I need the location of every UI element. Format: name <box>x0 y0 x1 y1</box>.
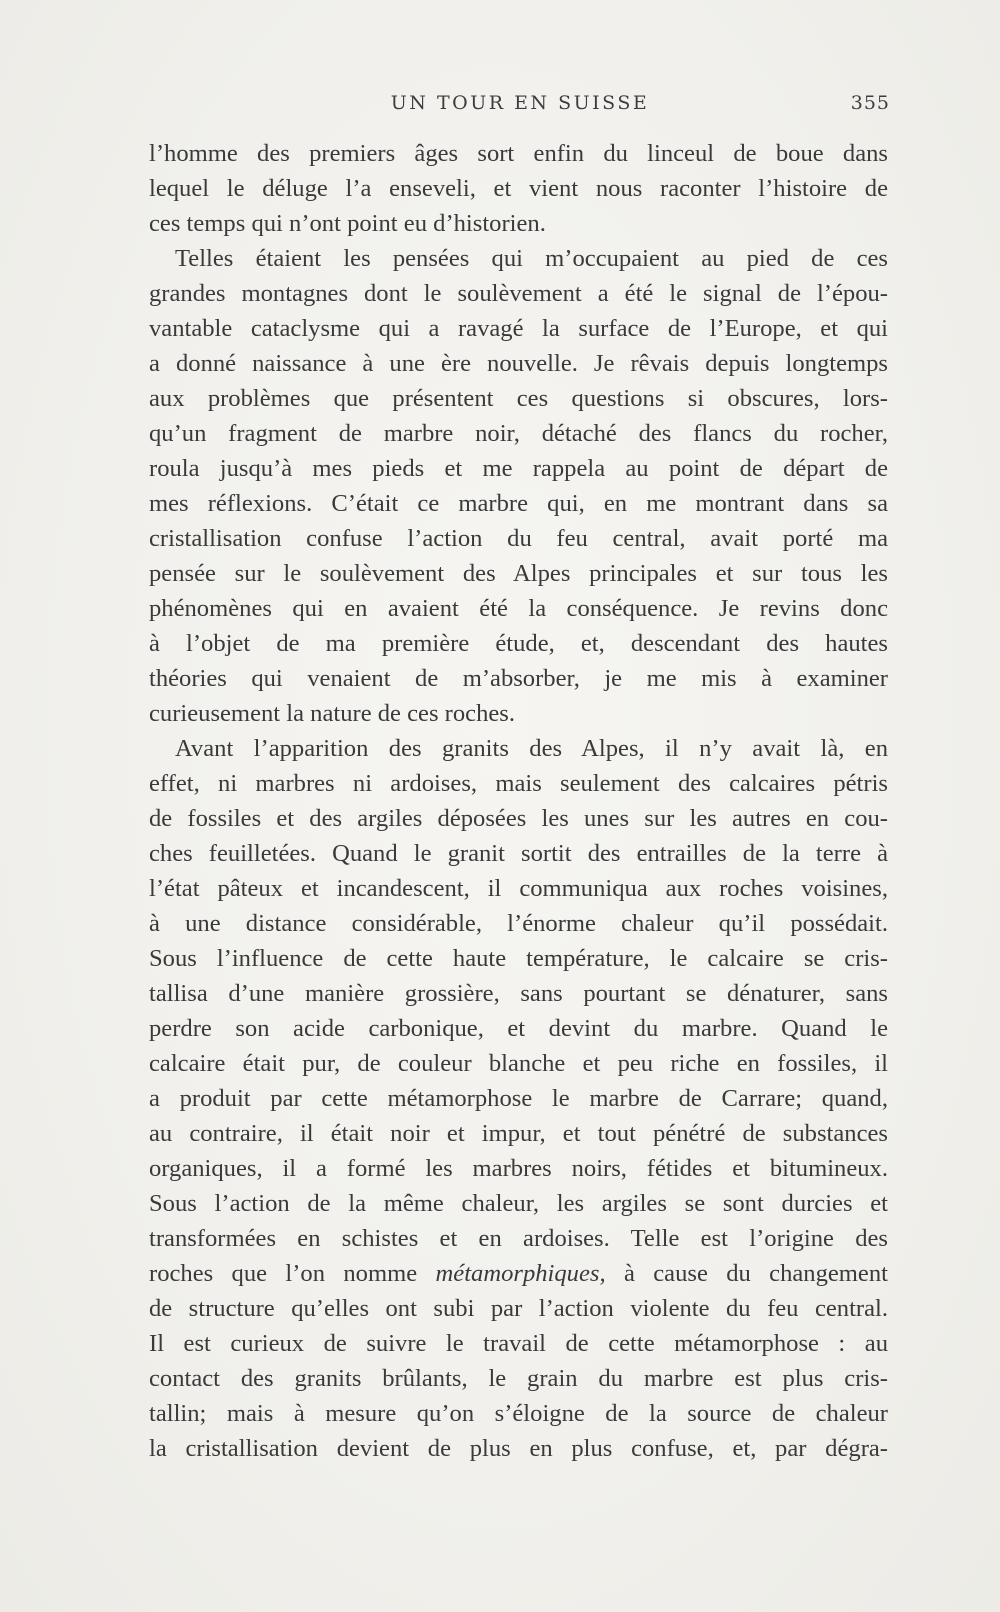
text-line: transformées en schistes et en ardoises. Telle est l’origine des <box>149 1225 888 1252</box>
text-line: cristallisation confuse l’action du feu central, avait porté ma <box>149 525 888 552</box>
text-line: qu’un fragment de marbre noir, détaché des flancs du rocher, <box>149 420 888 447</box>
text-line: perdre son acide carbonique, et devint du marbre. Quand le <box>149 1015 888 1042</box>
text-line: mes réflexions. C’était ce marbre qui, en me montrant dans sa <box>149 490 888 517</box>
text-line: au contraire, il était noir et impur, et tout pénétré de substances <box>149 1120 888 1147</box>
text-line: l’homme des premiers âges sort enfin du linceul de boue dans <box>149 140 888 167</box>
text-line: à une distance considérable, l’énorme chaleur qu’il possédait. <box>149 910 888 937</box>
text-line: phénomènes qui en avaient été la conséquence. Je revins donc <box>149 595 888 622</box>
text-line: pensée sur le soulèvement des Alpes principales et sur tous les <box>149 560 888 587</box>
text-line: ches feuilletées. Quand le granit sortit des entrailles de la terre à <box>149 840 888 867</box>
text-line: théories qui venaient de m’absorber, je me mis à examiner <box>149 665 888 692</box>
text-line: roula jusqu’à mes pieds et me rappela au point de départ de <box>149 455 888 482</box>
text-line: effet, ni marbres ni ardoises, mais seulement des calcaires pétris <box>149 770 888 797</box>
text-line-with-italic <box>149 1256 888 1291</box>
text-line: Avant l’apparition des granits des Alpes, il n’y avait là, en <box>175 735 888 762</box>
text-line: lequel le déluge l’a enseveli, et vient nous raconter l’histoire de <box>149 175 888 202</box>
text-line: Il est curieux de suivre le travail de cette métamorphose : au <box>149 1330 888 1357</box>
text-line: ces temps qui n’ont point eu d’historien. <box>149 210 546 237</box>
text-line: a produit par cette métamorphose le marbre de Carrare; quand, <box>149 1085 888 1112</box>
text-line: grandes montagnes dont le soulèvement a été le signal de l’épou- <box>149 280 888 307</box>
text-line: à l’objet de ma première étude, et, descendant des hautes <box>149 630 888 657</box>
italic-term: métamorphiques, <box>435 1260 606 1287</box>
text-segment: roches que l’on nomme <box>149 1260 436 1287</box>
text-line: vantable cataclysme qui a ravagé la surface de l’Europe, et qui <box>149 315 888 342</box>
text-line: Telles étaient les pensées qui m’occupaient au pied de ces <box>175 245 888 272</box>
text-line: aux problèmes que présentent ces questions si obscures, lors- <box>149 385 888 412</box>
text-line: la cristallisation devient de plus en plus confuse, et, par dégra- <box>149 1435 888 1462</box>
text-line: l’état pâteux et incandescent, il communiqua aux roches voisines, <box>149 875 888 902</box>
text-line: a donné naissance à une ère nouvelle. Je rêvais depuis longtemps <box>149 350 888 377</box>
text-line: organiques, il a formé les marbres noirs, fétides et bitumineux. <box>149 1155 888 1182</box>
text-segment: à cause du changement <box>605 1260 888 1287</box>
text-line: Sous l’action de la même chaleur, les argiles se sont durcies et <box>149 1190 888 1217</box>
text-line: tallin; mais à mesure qu’on s’éloigne de la source de chaleur <box>149 1400 888 1427</box>
text-line: tallisa d’une manière grossière, sans pourtant se dénaturer, sans <box>149 980 888 1007</box>
text-line: de fossiles et des argiles déposées les unes sur les autres en cou- <box>149 805 888 832</box>
page-number: 355 <box>850 92 890 114</box>
text-line: Sous l’influence de cette haute température, le calcaire se cris- <box>149 945 888 972</box>
text-line: contact des granits brûlants, le grain du marbre est plus cris- <box>149 1365 888 1392</box>
text-line: de structure qu’elles ont subi par l’action violente du feu central. <box>149 1295 888 1322</box>
running-title: UN TOUR EN SUISSE <box>390 92 650 114</box>
text-line: curieusement la nature de ces roches. <box>149 700 516 727</box>
running-head <box>150 92 890 122</box>
text-line: calcaire était pur, de couleur blanche et peu riche en fossiles, il <box>149 1050 888 1077</box>
body-text <box>149 136 888 1466</box>
